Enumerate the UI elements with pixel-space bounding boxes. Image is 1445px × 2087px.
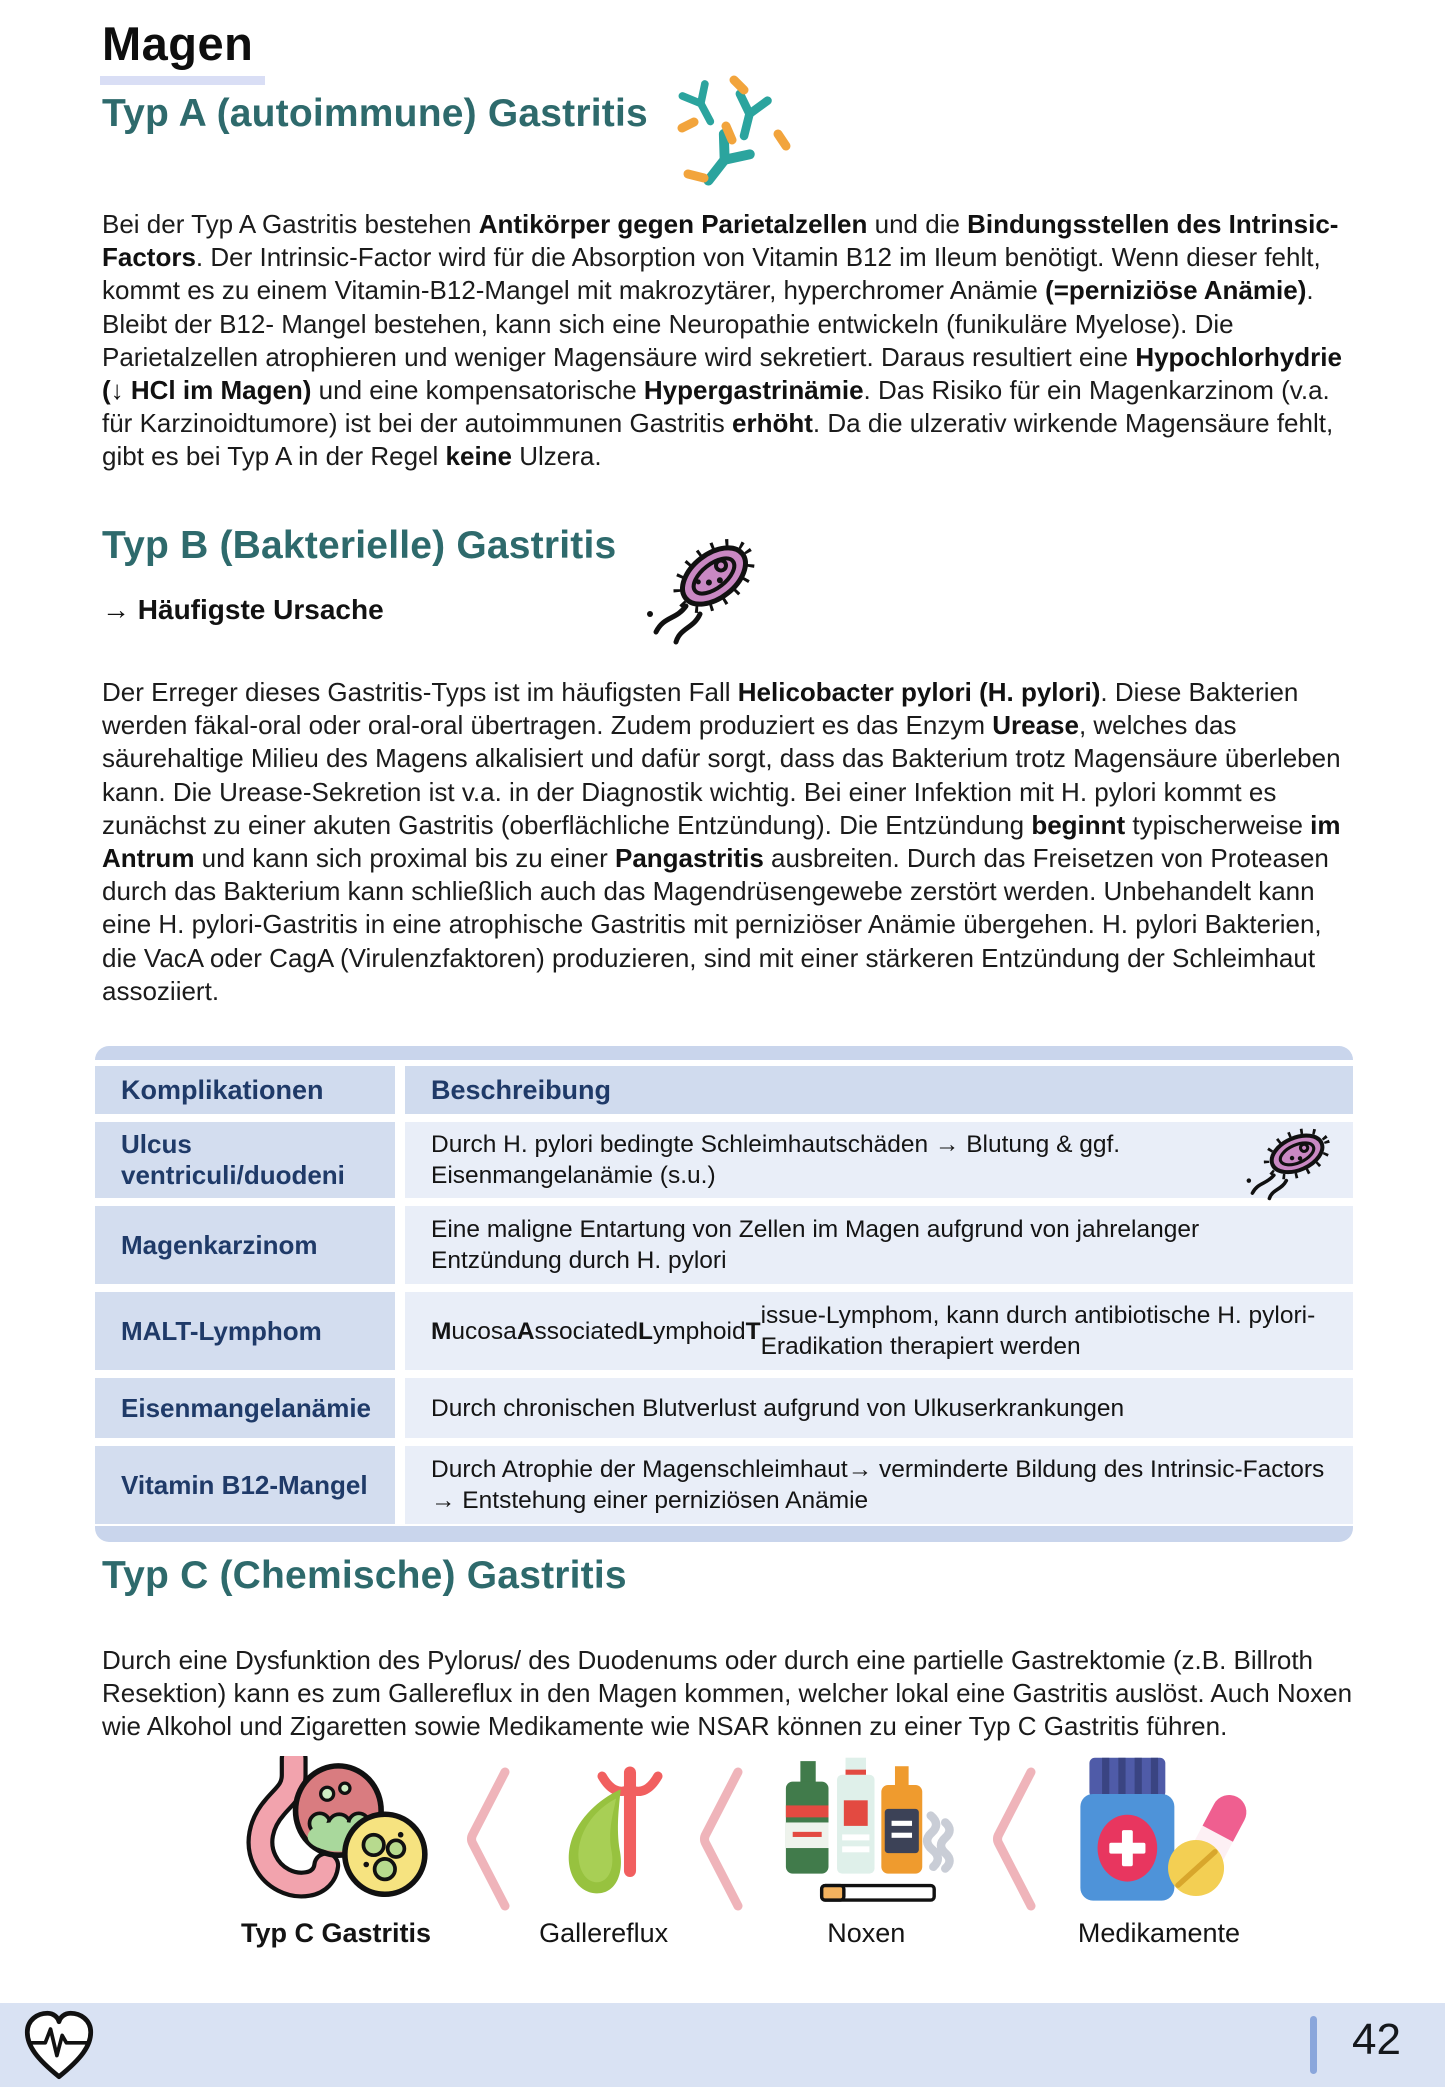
section-a-heading: Typ A (autoimmune) Gastritis <box>102 92 648 135</box>
gallbladder-icon <box>539 1761 669 1901</box>
figure-noxen <box>771 1756 961 1949</box>
bottles-cigarette-icon <box>771 1756 961 1906</box>
table-term: Ulcus ventriculi/duodeni <box>95 1122 395 1198</box>
table-header-beschreibung: Beschreibung <box>405 1066 1353 1114</box>
complications-table <box>95 1046 1353 1542</box>
page-footer <box>0 2003 1445 2087</box>
table-term: MALT-Lymphom <box>95 1292 395 1370</box>
table-desc: M ucosa A ssociated L ymphoid T issue-Lymphom, kann durch antibiotische H. pylori-Eradikation therapiert werden <box>405 1292 1353 1370</box>
table-desc: Eine maligne Entartung von Zellen im Magen aufgrund von jahrelanger Entzündung durch H. pylori <box>405 1206 1353 1284</box>
medication-icon <box>1064 1756 1254 1906</box>
figure-typ-c-gastritis <box>236 1756 436 1949</box>
section-c-paragraph: Durch eine Dysfunktion des Pylorus/ des Duodenums oder durch eine partielle Gastrektomie (z.B. Billroth Resektion) kann es zum Gallereflux in den Magen kommen, welcher lokal eine Gastritis auslöst. Auch Noxen wie Alkohol und Zigaretten sowie Medikamente wie NSAR können zu einer Typ C Gastritis führen. <box>102 1645 1353 1742</box>
figure-gallereflux <box>539 1756 669 1949</box>
table-bottom-cap <box>95 1526 1353 1542</box>
table-top-cap <box>95 1046 1353 1060</box>
table-header-komplikationen: Komplikationen <box>95 1066 395 1114</box>
table-row <box>95 1378 1353 1438</box>
section-c-heading-row <box>102 1554 627 1598</box>
figure-label: Medikamente <box>1077 1918 1241 1948</box>
antibodies-icon <box>674 70 794 190</box>
section-a-heading-row <box>102 92 794 190</box>
figure-label: Typ C Gastritis <box>240 1918 432 1948</box>
table-row <box>95 1446 1353 1524</box>
table-header-row <box>95 1066 1353 1114</box>
page-number-divider <box>1310 2016 1317 2074</box>
table-row <box>95 1122 1353 1198</box>
figure-label: Noxen <box>827 1918 906 1948</box>
table-desc: Durch Atrophie der Magenschleimhaut→ verminderte Bildung des Intrinsic-Factors → Entstehung einer perniziösen Anämie <box>405 1446 1353 1524</box>
figure-label: Gallereflux <box>539 1918 669 1948</box>
section-b-subheading: → Häufigste Ursache <box>102 594 384 625</box>
page-title: Magen <box>100 16 265 85</box>
table-row <box>95 1292 1353 1370</box>
bacteria-icon <box>642 528 772 648</box>
section-c-heading: Typ C (Chemische) Gastritis <box>102 1554 627 1597</box>
table-term: Vitamin B12-Mangel <box>95 1446 395 1524</box>
section-b-heading: Typ B (Bakterielle) Gastritis <box>102 524 617 567</box>
page-number: 42 <box>1352 2015 1401 2064</box>
table-term: Magenkarzinom <box>95 1206 395 1284</box>
chevron-left-icon <box>690 1766 750 1912</box>
section-b-heading-row <box>102 524 772 648</box>
stomach-icon <box>236 1756 436 1906</box>
section-a-paragraph: Bei der Typ A Gastritis bestehen Antikörper gegen Parietalzellen und die Bindungsstellen des Intrinsic-Factors. Der Intrinsic-Factor wird für die Absorption von Vitamin B12 im Ileum benötigt. Wenn dieser fehlt, kommt es zu einem Vitamin-B12-Mangel mit makrozytärer, hyperchromer Anämie (=perniziöse Anämie). Bleibt der B12- Mangel bestehen, kann sich eine Neuropathie entwickeln (funikuläre Myelose). Die Parietalzellen atrophieren und weniger Magensäure wird sekretiert. Daraus resultiert eine Hypochlorhydrie (↓ HCl im Magen) und eine kompensatorische Hypergastrinämie. Das Risiko für ein Magenkarzinom (v.a. für Karzinoidtumore) ist bei der autoimmunen Gastritis erhöht. Da die ulzerativ wirkende Magensäure fehlt, gibt es bei Typ A in der Regel keine Ulzera. <box>102 209 1342 472</box>
chevron-left-icon <box>457 1766 517 1912</box>
chevron-left-icon <box>983 1766 1043 1912</box>
figure-medikamente <box>1064 1756 1254 1949</box>
heartbeat-icon <box>22 2008 96 2084</box>
table-term: Eisenmangelanämie <box>95 1378 395 1438</box>
table-desc: Durch chronischen Blutverlust aufgrund von Ulkuserkrankungen <box>405 1378 1353 1438</box>
table-row <box>95 1206 1353 1284</box>
table-desc: Durch H. pylori bedingte Schleimhautschäden → Blutung & ggf. Eisenmangelanämie (s.u.) <box>431 1131 1121 1189</box>
bacteria-icon <box>1231 1118 1347 1204</box>
section-b-paragraph: Der Erreger dieses Gastritis-Typs ist im häufigsten Fall Helicobacter pylori (H. pylori). Diese Bakterien werden fäkal-oral oder oral-oral übertragen. Zudem produziert es das Enzym Urease, welches das säurehaltige Milieu des Magens alkalisiert und dafür sorgt, dass das Bakterium trotz Magensäure überleben kann. Die Urease-Sekretion ist v.a. in der Diagnostik wichtig. Bei einer Infektion mit H. pylori kommt es zunächst zu einer akuten Gastritis (oberflächliche Entzündung). Die Entzündung beginnt typischerweise im Antrum und kann sich proximal bis zu einer Pangastritis ausbreiten. Durch das Freisetzen von Proteasen durch das Bakterium kann schließlich auch das Magendrüsengewebe zerstört werden. Unbehandelt kann eine H. pylori-Gastritis in eine atrophische Gastritis mit perniziöser Anämie übergehen. H. pylori Bakterien, die VacA oder CagA (Virulenzfaktoren) produzieren, sind mit einer stärkeren Entzündung der Schleimhaut assoziiert. <box>102 677 1341 1006</box>
typ-c-figure-strip <box>236 1756 1254 1949</box>
